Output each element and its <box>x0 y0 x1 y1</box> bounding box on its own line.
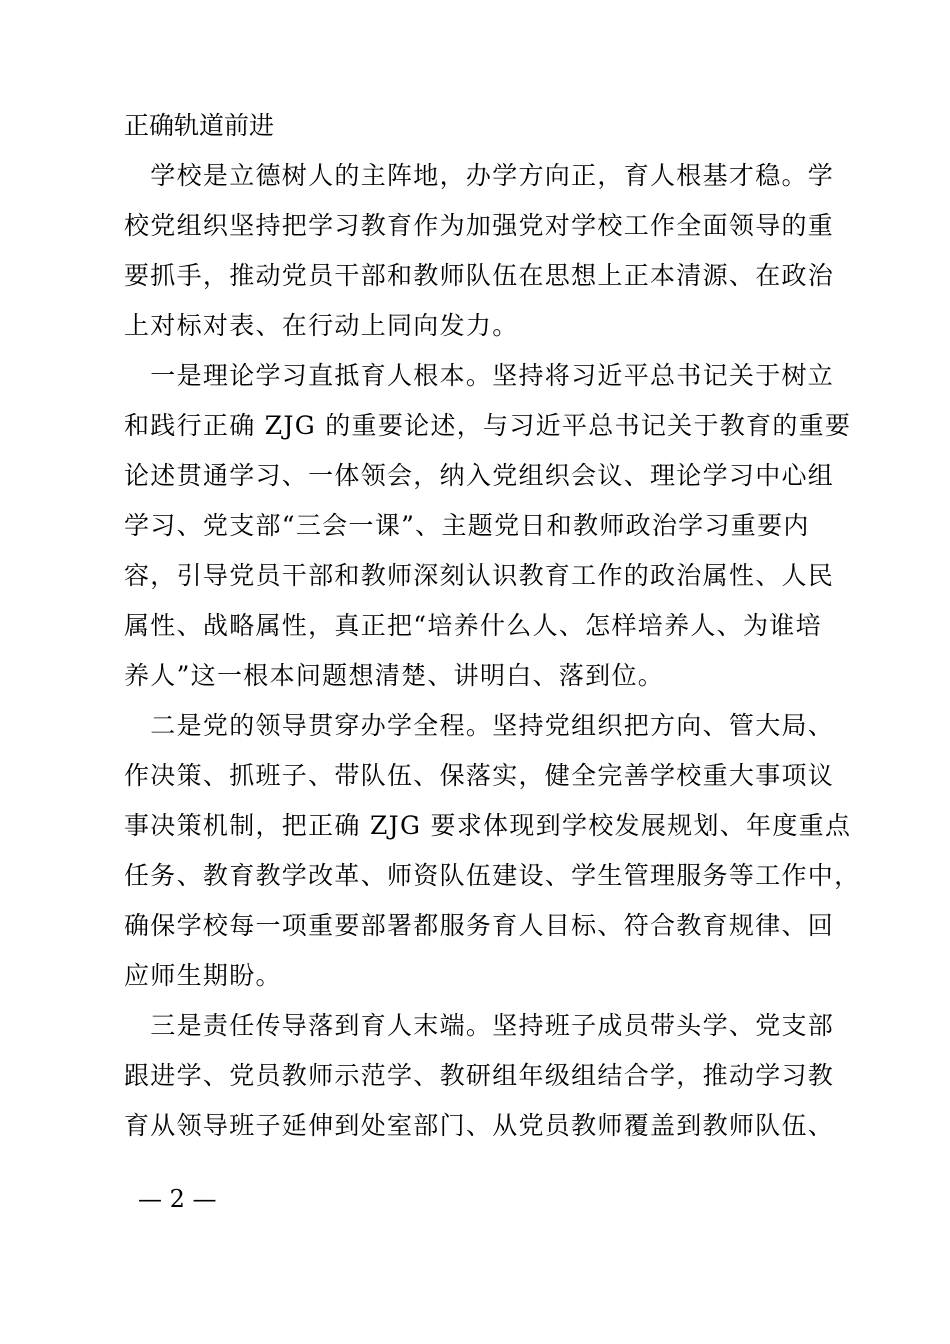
paragraph-3-line-4: 任务、教育教学改革、师资队伍建设、学生管理服务等工作中， <box>124 861 861 890</box>
paragraph-3-line-3: 事决策机制，把正确 ZJG 要求体现到学校发展规划、年度重点 <box>124 811 852 840</box>
paragraph-2-line-1: 一是理论学习直抵育人根本。坚持将习近平总书记关于树立 <box>124 361 835 390</box>
paragraph-3-line-5: 确保学校每一项重要部署都服务育人目标、符合教育规律、回 <box>124 911 835 940</box>
paragraph-1-line-4: 上对标对表、在行动上同向发力。 <box>124 311 519 340</box>
page-number: — 2 — <box>138 1185 217 1213</box>
paragraph-2-line-2: 和践行正确 ZJG 的重要论述，与习近平总书记关于教育的重要 <box>124 411 852 440</box>
section-heading: 正确轨道前进 <box>124 111 275 140</box>
paragraph-2-line-5: 容，引导党员干部和教师深刻认识教育工作的政治属性、人民 <box>124 561 835 590</box>
paragraph-3-line-6: 应师生期盼。 <box>124 961 282 990</box>
paragraph-1-line-1: 学校是立德树人的主阵地，办学方向正，育人根基才稳。学 <box>124 161 835 190</box>
paragraph-4-line-2: 跟进学、党员教师示范学、教研组年级组结合学，推动学习教 <box>124 1061 835 1090</box>
paragraph-2-line-6: 属性、战略属性，真正把“培养什么人、怎样培养人、为谁培 <box>124 611 822 640</box>
paragraph-2-line-4: 学习、党支部“三会一课”、主题党日和教师政治学习重要内 <box>124 511 810 540</box>
paragraph-2-line-7: 养人”这一根本问题想清楚、讲明白、落到位。 <box>124 661 665 690</box>
paragraph-1-line-2: 校党组织坚持把学习教育作为加强党对学校工作全面领导的重 <box>124 211 835 240</box>
paragraph-1-line-3: 要抓手，推动党员干部和教师队伍在思想上正本清源、在政治 <box>124 261 835 290</box>
paragraph-3-line-1: 二是党的领导贯穿办学全程。坚持党组织把方向、管大局、 <box>124 711 835 740</box>
paragraph-4-line-1: 三是责任传导落到育人末端。坚持班子成员带头学、党支部 <box>124 1011 835 1040</box>
paragraph-3-line-2: 作决策、抓班子、带队伍、保落实，健全完善学校重大事项议 <box>124 761 835 790</box>
paragraph-2-line-3: 论述贯通学习、一体领会，纳入党组织会议、理论学习中心组 <box>124 461 835 490</box>
paragraph-4-line-3: 育从领导班子延伸到处室部门、从党员教师覆盖到教师队伍、 <box>124 1111 835 1140</box>
